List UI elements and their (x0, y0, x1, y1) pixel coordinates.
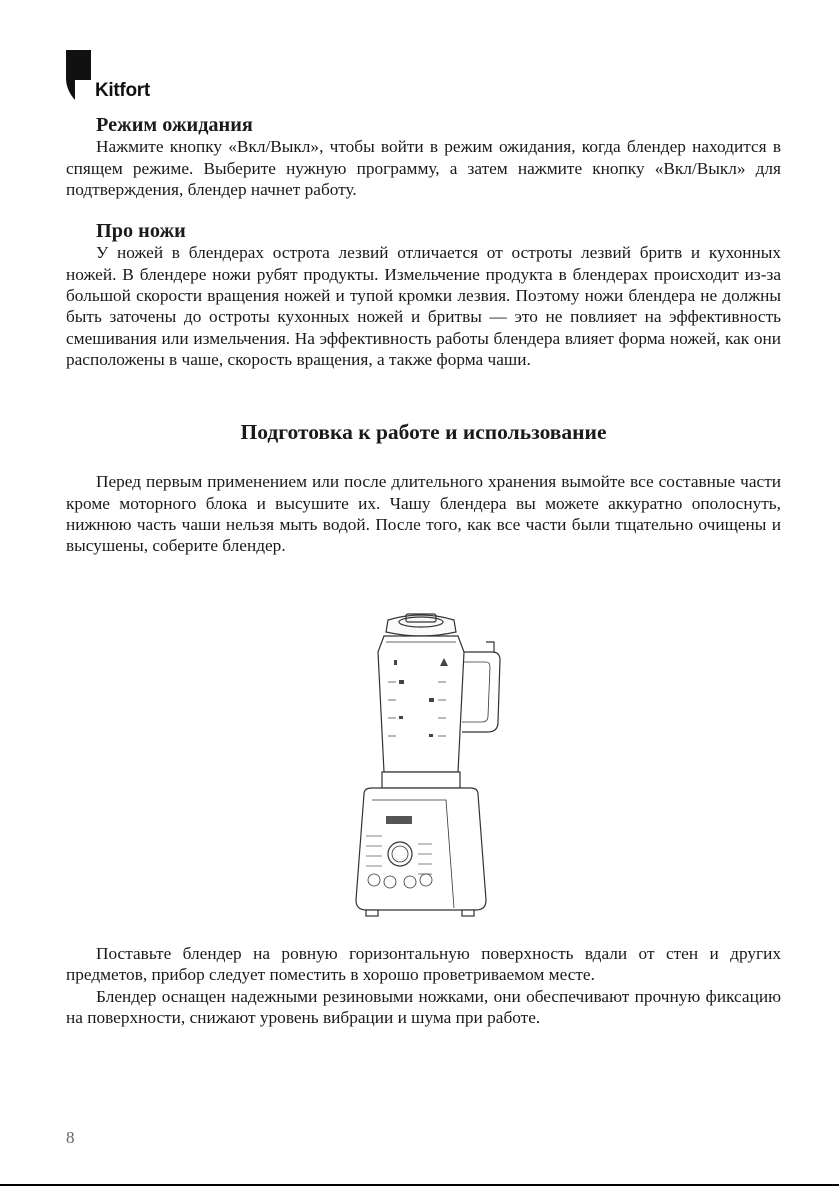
standby-text: Нажмите кнопку «Вкл/Выкл», чтобы войти в режим ожидания, когда блендер находится в спящем режиме. Выберите нужную программу, а затем нажмите кнопку «Вкл/Выкл» для подтверждения, блендер начнет работу. (66, 137, 781, 199)
page-number: 8 (66, 1128, 75, 1147)
section-title: Подготовка к работе и использование (240, 420, 607, 445)
standby-heading: Режим ожидания (96, 114, 253, 136)
placement-text: Поставьте блендер на ровную горизонтальную поверхность вдали от стен и других предметов, прибор следует поместить в хорошо проветриваемом месте. (66, 944, 781, 985)
knives-text: У ножей в блендерах острота лезвий отличается от остроты лезвий бритв и кухонных ножей. В блендере ножи рубят продукты. Измельчение продукта в блендерах происходит из-за большой скорости вращения ножей и тупой кромки лезвия. Поэтому ножи блендера не должны быть заточены до остроты кухонных ножей и бритвы — это не повлияет на эффективность смешивания или измельчения. На эффективность работы блендера влияет форма ножей, как они расположены в чаше, скорость вращения, а также форма чаши. (66, 243, 781, 369)
page-content (66, 115, 781, 556)
kitfort-logo (66, 50, 176, 104)
blender-illustration (336, 612, 506, 930)
feet-text: Блендер оснащен надежными резиновыми ножками, они обеспечивают прочную фиксацию на поверхности, снижают уровень вибрации и шума при работе. (66, 986, 781, 1027)
kitfort-logo-mark (66, 50, 96, 100)
intro-text: Перед первым применением или после длительного хранения вымойте все составные части кроме моторного блока и высушите их. Чашу блендера вы можете аккуратно ополоснуть, нижнюю часть чаши нельзя мыть водой. После того, как все части были тщательно очищены и высушены, соберите блендер. (66, 472, 781, 556)
knives-heading: Про ножи (96, 220, 186, 243)
bottom-content (66, 943, 781, 1028)
bottom-divider (0, 1184, 839, 1186)
brand-name: Kitfort (95, 80, 150, 101)
